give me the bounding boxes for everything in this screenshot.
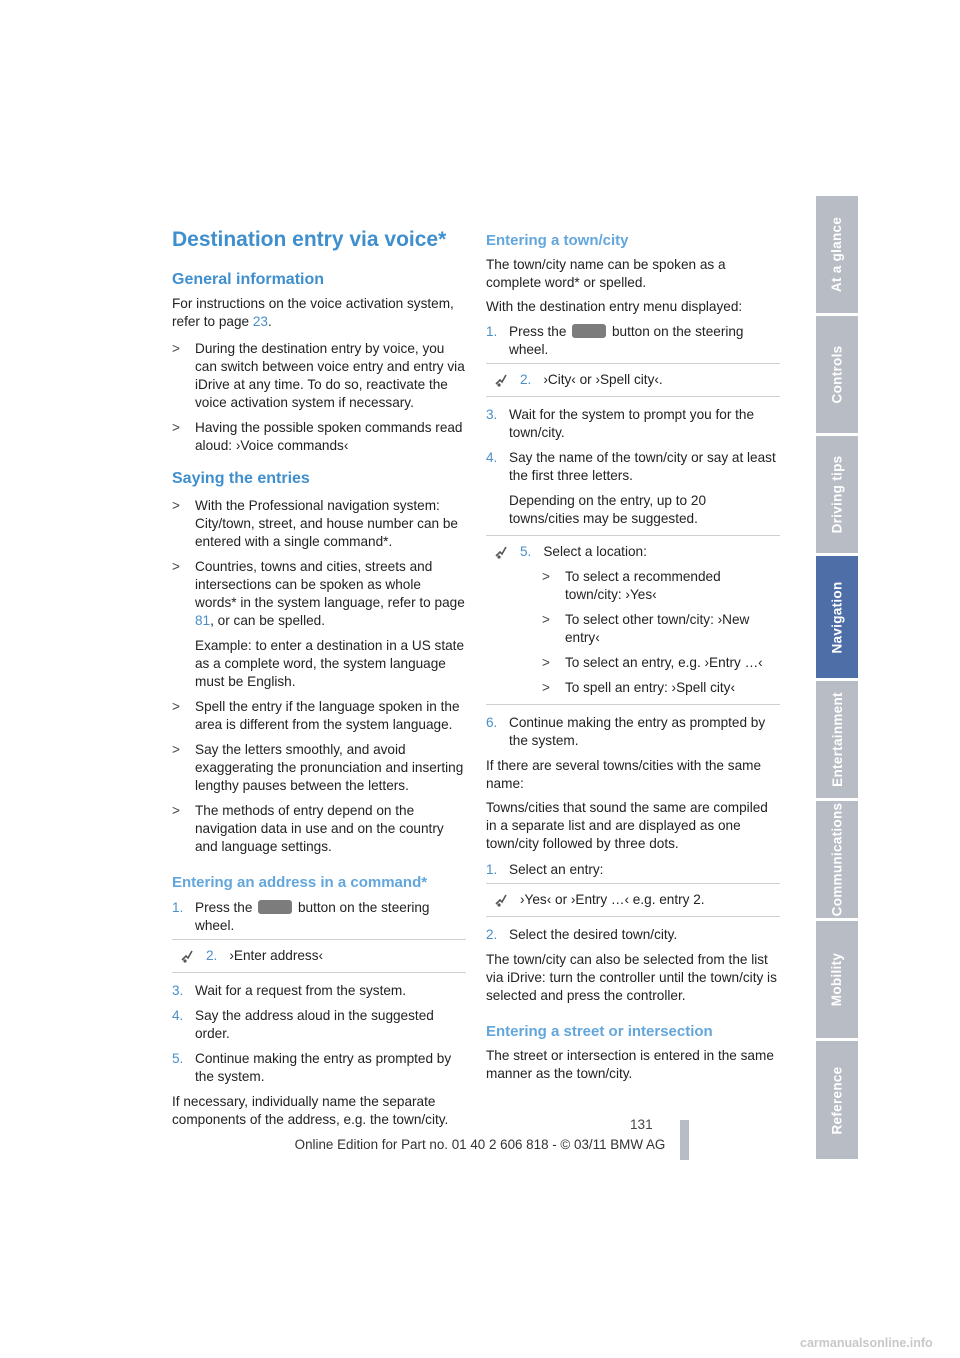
step-4-note: Depending on the entry, up to 20 towns/cities may be suggested. — [509, 493, 707, 526]
list-item: > To select a recommended town/city: ›Yes‹ — [542, 569, 721, 602]
tab-controls[interactable]: Controls — [816, 316, 858, 433]
heading-street: Entering a street or intersection — [486, 1023, 713, 1040]
list-item: > During the destination entry by voice, you can switch between voice entry and entry via iDrive at any time. To do so, reactivate the voice activation system if necessary. — [172, 341, 465, 410]
voice-icon — [494, 544, 510, 560]
page-number: 131 — [630, 1117, 653, 1132]
voice-command-box: 5. Select a location: > To select a recommended town/city: ›Yes‹ > To select other town/city: ›New entry‹ > To select an entry, e.g. ›Entry …‹ > To spell an entry: ›Spell city‹ — [486, 535, 780, 705]
tab-driving-tips[interactable]: Driving tips — [816, 436, 858, 553]
tab-navigation[interactable]: Navigation — [816, 556, 858, 678]
tab-reference[interactable]: Reference — [816, 1041, 858, 1159]
list-item: > The methods of entry depend on the navigation data in use and on the country and language settings. — [172, 803, 444, 854]
steering-voice-button-icon — [258, 900, 292, 914]
list-item: > With the Professional navigation system: City/town, street, and house number can be entered with a single command*. — [172, 498, 458, 549]
select-step-2: 2. Select the desired town/city. — [486, 927, 678, 942]
right-column — [486, 232, 780, 1083]
list-item: > Countries, towns and cities, streets and intersections can be spoken as whole words* in the system language, refer to page 81, or can be spelled. Example: to enter a destination in a US state as a complete word, the system language must be English. — [172, 559, 465, 689]
left-column — [172, 271, 466, 1129]
step-3: 3. Wait for the system to prompt you for the town/city. — [486, 407, 755, 440]
general-intro: For instructions on the voice activation system, refer to page 23. — [172, 296, 454, 329]
tab-communications[interactable]: Communications — [816, 801, 858, 918]
example-text: Example: to enter a destination in a US state as a complete word, the system language must be English. — [195, 638, 465, 689]
voice-icon — [494, 892, 510, 908]
page-link-81[interactable]: 81 — [195, 613, 211, 628]
select-step-1: 1. Select an entry: — [486, 862, 604, 877]
heading-general: General information — [172, 271, 325, 288]
tab-at-a-glance[interactable]: At a glance — [816, 196, 858, 313]
town-intro: The town/city name can be spoken as a complete word* or spelled. — [486, 257, 726, 290]
steering-voice-button-icon — [572, 324, 606, 338]
step-6: 6. Continue making the entry as prompted by the system. — [486, 715, 766, 748]
command-outro: If necessary, individually name the separate components of the address, e.g. the town/city. — [172, 1094, 449, 1127]
heading-command: Entering an address in a command* — [172, 874, 428, 891]
step-3: 3. Wait for a request from the system. — [172, 983, 407, 998]
step-4: 4. Say the address aloud in the suggested order. — [172, 1008, 434, 1041]
several-text: If there are several towns/cities with the same name: — [486, 758, 762, 791]
voice-command-box: ›Yes‹ or ›Entry …‹ e.g. entry 2. — [486, 883, 780, 917]
step-4: 4. Say the name of the town/city or say at least the first three letters. Depending on the entry, up to 20 towns/cities may be suggested. — [486, 449, 780, 528]
idrive-text: The town/city can also be selected from the list via iDrive: turn the controller until the town/city is selected and press the controller. — [486, 952, 777, 1003]
page-link-23[interactable]: 23 — [252, 314, 268, 329]
tab-entertainment[interactable]: Entertainment — [816, 681, 858, 798]
watermark: carmanualsonline.info — [800, 1336, 933, 1350]
town-intro2: With the destination entry menu displayed: — [486, 299, 743, 314]
tab-mobility[interactable]: Mobility — [816, 921, 858, 1038]
voice-command-box: 2. ›City‹ or ›Spell city‹. — [486, 363, 780, 397]
list-item: > Having the possible spoken commands read aloud: ›Voice commands‹ — [172, 420, 463, 453]
list-item: > Spell the entry if the language spoken in the area is different from the system language. — [172, 699, 460, 732]
page-title: Destination entry via voice* — [172, 228, 447, 251]
step-5: 5. Continue making the entry as prompted by the system. — [172, 1051, 452, 1084]
list-item: > Say the letters smoothly, and avoid exaggerating the pronunciation and inserting lengthy pauses between the letters. — [172, 742, 464, 793]
step-1: 1. Press the button on the steering wheel. — [172, 900, 430, 933]
footer: Online Edition for Part no. 01 40 2 606 818 - © 03/11 BMW AG — [294, 1137, 666, 1152]
voice-icon — [494, 372, 510, 388]
heading-saying: Saying the entries — [172, 470, 310, 487]
compiled-text: Towns/cities that sound the same are compiled in a separate list and are displayed as one town/city followed by three dots. — [486, 800, 768, 851]
step-1: 1. Press the button on the steering wheel. — [486, 324, 744, 357]
voice-icon — [180, 948, 196, 964]
list-item: > To select other town/city: ›New entry‹ — [542, 612, 750, 645]
list-item: > To spell an entry: ›Spell city‹ — [542, 680, 735, 695]
list-item: > To select an entry, e.g. ›Entry …‹ — [542, 655, 763, 670]
heading-town: Entering a town/city — [486, 232, 629, 249]
voice-command-box: 2. ›Enter address‹ — [172, 939, 466, 973]
street-text: The street or intersection is entered in the same manner as the town/city. — [486, 1048, 774, 1081]
